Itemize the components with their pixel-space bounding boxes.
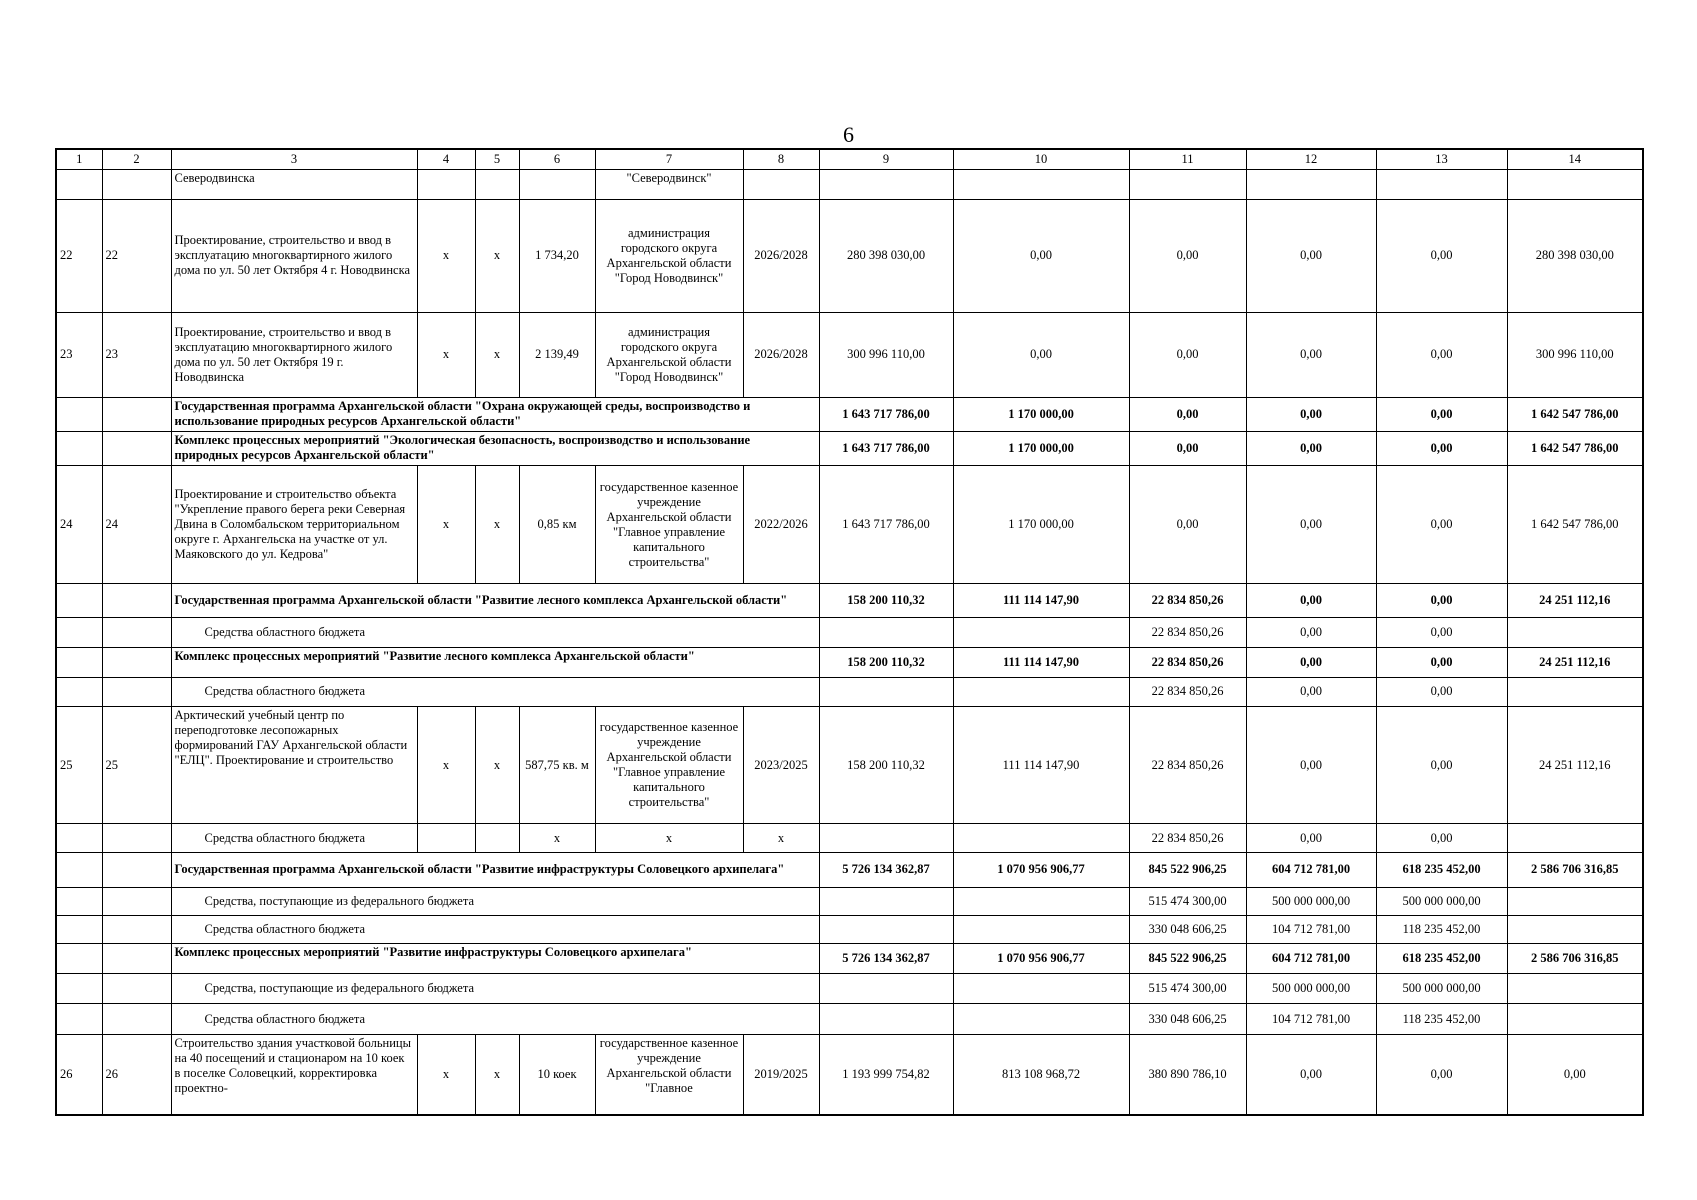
header-cell: 4	[417, 149, 475, 169]
amount-cell: 104 712 781,00	[1246, 915, 1376, 943]
header-cell: 5	[475, 149, 519, 169]
executor-cell: государственное казенное учреждение Архангельской области "Главное управление капитального строительства"	[595, 707, 743, 824]
amount-cell: 0,00	[1246, 707, 1376, 824]
amount-cell: 0,00	[1246, 824, 1376, 853]
amount-cell: 0,00	[1376, 677, 1507, 706]
amount-cell: 2 586 706 316,85	[1507, 943, 1643, 973]
amount-cell: 380 890 786,10	[1129, 1034, 1246, 1115]
period-cell: 2026/2028	[743, 312, 819, 397]
amount-cell: 0,00	[1129, 466, 1246, 584]
funding-source-label: Средства областного бюджета	[171, 1004, 819, 1034]
amount-cell: 500 000 000,00	[1246, 887, 1376, 915]
funding-source-row	[56, 618, 1643, 647]
amount-cell: 0,00	[1376, 431, 1507, 465]
amount-cell: 280 398 030,00	[1507, 199, 1643, 312]
cell: х	[475, 466, 519, 584]
amount-cell: 0,00	[953, 312, 1129, 397]
table-row	[56, 312, 1643, 397]
table-row	[56, 199, 1643, 312]
funding-source-row	[56, 915, 1643, 943]
program-row	[56, 853, 1643, 887]
complex-row	[56, 943, 1643, 973]
amount-cell: 0,00	[1376, 824, 1507, 853]
period-cell: 2026/2028	[743, 199, 819, 312]
program-title: Государственная программа Архангельской области "Развитие инфраструктуры Соловецкого архипелага"	[171, 853, 819, 887]
header-cell: 13	[1376, 149, 1507, 169]
amount-cell: 330 048 606,25	[1129, 915, 1246, 943]
amount-cell: 0,00	[1246, 677, 1376, 706]
object-name-cell: Проектирование и строительство объекта "Укрепление правого берега реки Северная Двина в Соломбальском территориальном округе г. Архангельска на участке от ул. Маяковского до ул. Кедрова"	[171, 466, 417, 584]
table-row	[56, 707, 1643, 824]
object-name-cell: Проектирование, строительство и ввод в эксплуатацию многоквартирного жилого дома по ул. 50 лет Октября 4 г. Новодвинска	[171, 199, 417, 312]
amount-cell: 104 712 781,00	[1246, 1004, 1376, 1034]
program-row	[56, 584, 1643, 618]
row-number: 22	[102, 199, 171, 312]
table-row	[56, 1034, 1643, 1115]
amount-cell: 0,00	[1376, 584, 1507, 618]
amount-cell: 0,00	[1129, 397, 1246, 431]
amount-cell: 0,00	[1376, 466, 1507, 584]
executor-cell: государственное казенное учреждение Архангельской области "Главное управление капитального строительства"	[595, 466, 743, 584]
amount-cell: 845 522 906,25	[1129, 853, 1246, 887]
amount-cell: 158 200 110,32	[819, 584, 953, 618]
amount-cell: 111 114 147,90	[953, 647, 1129, 677]
complex-title: Комплекс процессных мероприятий "Развитие лесного комплекса Архангельской области"	[171, 647, 819, 677]
complex-title: Комплекс процессных мероприятий "Экологическая безопасность, воспроизводство и использование природных ресурсов Архангельской области"	[171, 431, 819, 465]
cell: х	[475, 1034, 519, 1115]
period-cell: 2022/2026	[743, 466, 819, 584]
amount-cell: 158 200 110,32	[819, 647, 953, 677]
cell: х	[519, 824, 595, 853]
object-name-cell: Проектирование, строительство и ввод в эксплуатацию многоквартирного жилого дома по ул. 50 лет Октября 19 г. Новодвинска	[171, 312, 417, 397]
amount-cell: 111 114 147,90	[953, 707, 1129, 824]
row-number: 25	[56, 707, 102, 824]
header-cell: 10	[953, 149, 1129, 169]
capacity-cell: 2 139,49	[519, 312, 595, 397]
capacity-cell: 587,75 кв. м	[519, 707, 595, 824]
cell: х	[417, 199, 475, 312]
header-cell: 6	[519, 149, 595, 169]
amount-cell: 0,00	[1246, 647, 1376, 677]
row-number: 24	[56, 466, 102, 584]
amount-cell: 500 000 000,00	[1376, 974, 1507, 1004]
amount-cell: 1 193 999 754,82	[819, 1034, 953, 1115]
amount-cell: 300 996 110,00	[819, 312, 953, 397]
funding-source-label: Средства областного бюджета	[171, 677, 819, 706]
header-cell: 7	[595, 149, 743, 169]
amount-cell: 22 834 850,26	[1129, 647, 1246, 677]
amount-cell: 24 251 112,16	[1507, 647, 1643, 677]
capacity-cell: 10 коек	[519, 1034, 595, 1115]
cell: х	[743, 824, 819, 853]
amount-cell: 1 070 956 906,77	[953, 853, 1129, 887]
amount-cell: 0,00	[1507, 1034, 1643, 1115]
executor-cell: "Северодвинск"	[595, 169, 743, 199]
header-cell: 2	[102, 149, 171, 169]
amount-cell: 280 398 030,00	[819, 199, 953, 312]
cell: х	[417, 466, 475, 584]
amount-cell: 0,00	[1376, 647, 1507, 677]
period-cell: 2023/2025	[743, 707, 819, 824]
program-title: Государственная программа Архангельской области "Развитие лесного комплекса Архангельской области"	[171, 584, 819, 618]
amount-cell: 618 235 452,00	[1376, 853, 1507, 887]
amount-cell: 0,00	[953, 199, 1129, 312]
amount-cell: 22 834 850,26	[1129, 618, 1246, 647]
table-row	[56, 466, 1643, 584]
cell: х	[475, 312, 519, 397]
row-number: 23	[102, 312, 171, 397]
row-number: 26	[56, 1034, 102, 1115]
amount-cell: 1 070 956 906,77	[953, 943, 1129, 973]
amount-cell: 118 235 452,00	[1376, 1004, 1507, 1034]
amount-cell: 0,00	[1376, 618, 1507, 647]
amount-cell: 22 834 850,26	[1129, 584, 1246, 618]
header-cell: 11	[1129, 149, 1246, 169]
amount-cell: 2 586 706 316,85	[1507, 853, 1643, 887]
header-cell: 12	[1246, 149, 1376, 169]
amount-cell: 0,00	[1376, 707, 1507, 824]
amount-cell: 1 642 547 786,00	[1507, 466, 1643, 584]
complex-title: Комплекс процессных мероприятий "Развитие инфраструктуры Соловецкого архипелага"	[171, 943, 819, 973]
amount-cell: 118 235 452,00	[1376, 915, 1507, 943]
funding-source-label: Средства, поступающие из федерального бюджета	[171, 887, 819, 915]
amount-cell: 1 170 000,00	[953, 397, 1129, 431]
capacity-cell: 1 734,20	[519, 199, 595, 312]
object-name-cell: Строительство здания участковой больницы на 40 посещений и стационаром на 10 коек в поселке Соловецкий, корректировка проектно-	[171, 1034, 417, 1115]
amount-cell: 158 200 110,32	[819, 707, 953, 824]
amount-cell: 0,00	[1246, 397, 1376, 431]
funding-source-label: Средства областного бюджета	[171, 824, 417, 853]
amount-cell: 0,00	[1376, 1034, 1507, 1115]
amount-cell: 515 474 300,00	[1129, 887, 1246, 915]
amount-cell: 0,00	[1246, 312, 1376, 397]
amount-cell: 500 000 000,00	[1246, 974, 1376, 1004]
amount-cell: 1 643 717 786,00	[819, 397, 953, 431]
funding-source-label: Средства областного бюджета	[171, 618, 819, 647]
funding-source-row	[56, 887, 1643, 915]
amount-cell: 5 726 134 362,87	[819, 853, 953, 887]
amount-cell: 1 170 000,00	[953, 431, 1129, 465]
amount-cell: 845 522 906,25	[1129, 943, 1246, 973]
executor-cell: администрация городского округа Архангельской области "Город Новодвинск"	[595, 199, 743, 312]
amount-cell: 0,00	[1129, 431, 1246, 465]
row-number: 23	[56, 312, 102, 397]
amount-cell: 1 642 547 786,00	[1507, 397, 1643, 431]
amount-cell: 22 834 850,26	[1129, 824, 1246, 853]
amount-cell: 1 642 547 786,00	[1507, 431, 1643, 465]
amount-cell: 24 251 112,16	[1507, 707, 1643, 824]
header-cell: 3	[171, 149, 417, 169]
amount-cell: 111 114 147,90	[953, 584, 1129, 618]
capacity-cell: 0,85 км	[519, 466, 595, 584]
cell: х	[417, 1034, 475, 1115]
row-number: 26	[102, 1034, 171, 1115]
amount-cell: 22 834 850,26	[1129, 677, 1246, 706]
object-name-cell: Северодвинска	[171, 169, 417, 199]
amount-cell: 0,00	[1376, 199, 1507, 312]
row-number: 24	[102, 466, 171, 584]
header-cell: 8	[743, 149, 819, 169]
funding-source-row	[56, 677, 1643, 706]
executor-cell: администрация городского округа Архангельской области "Город Новодвинск"	[595, 312, 743, 397]
amount-cell: 0,00	[1376, 397, 1507, 431]
funding-source-row	[56, 824, 1643, 853]
complex-row	[56, 431, 1643, 465]
amount-cell: 300 996 110,00	[1507, 312, 1643, 397]
executor-cell: государственное казенное учреждение Архангельской области "Главное	[595, 1034, 743, 1115]
amount-cell: 0,00	[1246, 584, 1376, 618]
cell: х	[475, 707, 519, 824]
header-cell: 1	[56, 149, 102, 169]
amount-cell: 330 048 606,25	[1129, 1004, 1246, 1034]
amount-cell: 1 643 717 786,00	[819, 431, 953, 465]
program-row	[56, 397, 1643, 431]
amount-cell: 515 474 300,00	[1129, 974, 1246, 1004]
page-number: 6	[843, 122, 854, 147]
amount-cell: 0,00	[1246, 1034, 1376, 1115]
amount-cell: 1 643 717 786,00	[819, 466, 953, 584]
cell: х	[595, 824, 743, 853]
amount-cell: 22 834 850,26	[1129, 707, 1246, 824]
period-cell: 2019/2025	[743, 1034, 819, 1115]
amount-cell: 24 251 112,16	[1507, 584, 1643, 618]
amount-cell: 1 170 000,00	[953, 466, 1129, 584]
amount-cell: 0,00	[1246, 431, 1376, 465]
amount-cell: 604 712 781,00	[1246, 943, 1376, 973]
budget-table	[55, 148, 1644, 1116]
amount-cell: 0,00	[1129, 312, 1246, 397]
cell: х	[417, 312, 475, 397]
program-title: Государственная программа Архангельской области "Охрана окружающей среды, воспроизводство и использование природных ресурсов Архангельской области"	[171, 397, 819, 431]
object-name-cell: Арктический учебный центр по переподготовке лесопожарных формирований ГАУ Архангельской области "ЕЛЦ". Проектирование и строительство	[171, 707, 417, 824]
row-number: 25	[102, 707, 171, 824]
header-cell: 14	[1507, 149, 1643, 169]
amount-cell: 618 235 452,00	[1376, 943, 1507, 973]
amount-cell: 0,00	[1246, 199, 1376, 312]
amount-cell: 0,00	[1129, 199, 1246, 312]
row-number: 22	[56, 199, 102, 312]
column-number-row	[56, 149, 1643, 169]
amount-cell: 813 108 968,72	[953, 1034, 1129, 1115]
amount-cell: 0,00	[1246, 466, 1376, 584]
cell: х	[475, 199, 519, 312]
funding-source-row	[56, 974, 1643, 1004]
amount-cell: 500 000 000,00	[1376, 887, 1507, 915]
cell: х	[417, 707, 475, 824]
funding-source-label: Средства, поступающие из федерального бюджета	[171, 974, 819, 1004]
continuation-row	[56, 169, 1643, 199]
amount-cell: 604 712 781,00	[1246, 853, 1376, 887]
amount-cell: 0,00	[1376, 312, 1507, 397]
complex-row	[56, 647, 1643, 677]
amount-cell: 0,00	[1246, 618, 1376, 647]
amount-cell: 5 726 134 362,87	[819, 943, 953, 973]
header-cell: 9	[819, 149, 953, 169]
funding-source-label: Средства областного бюджета	[171, 915, 819, 943]
funding-source-row	[56, 1004, 1643, 1034]
